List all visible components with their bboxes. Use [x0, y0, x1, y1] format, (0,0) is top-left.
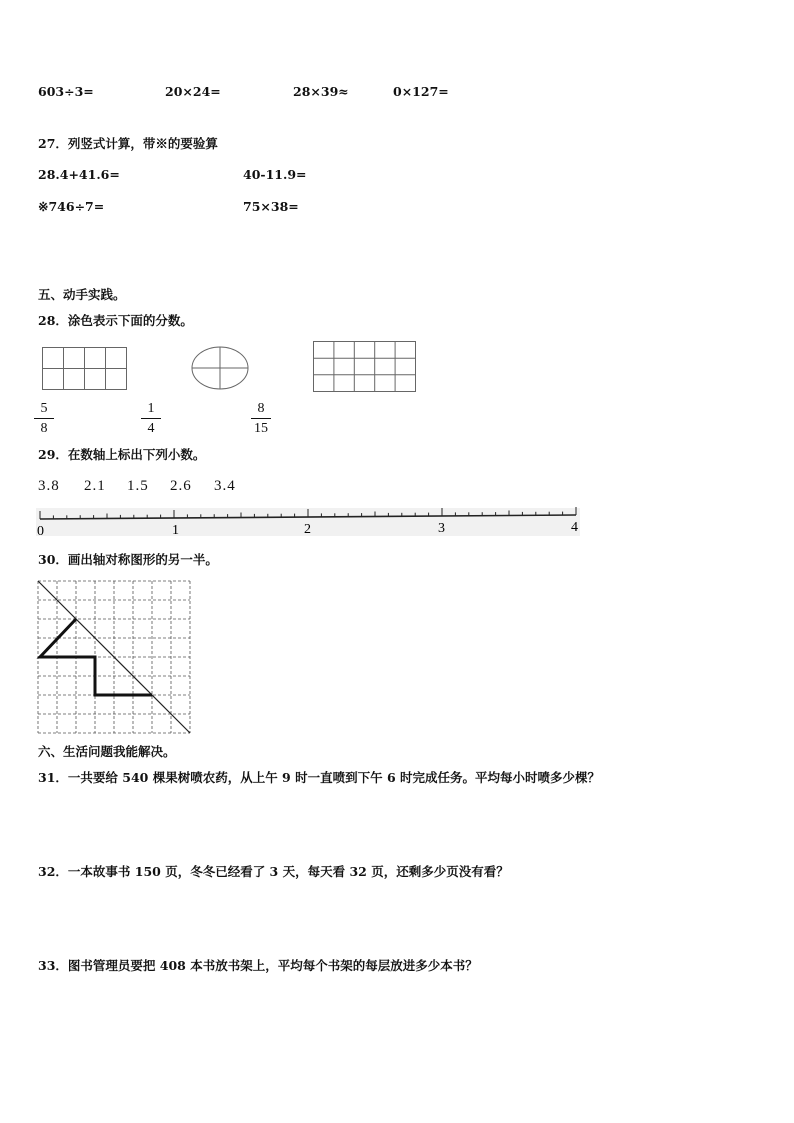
rectangle-grid-8 — [42, 347, 128, 391]
question-29-title: 29．在数轴上标出下列小数。 — [38, 447, 206, 462]
calc-20-times-24: 20×24= — [165, 84, 221, 99]
denominator: 4 — [147, 421, 155, 436]
question-33: 33．图书管理员要把 408 本书放书架上，平均每个书架的每层放进多少本书？ — [38, 958, 478, 973]
axis-label-4: 4 — [571, 520, 578, 535]
denominator: 15 — [254, 421, 268, 436]
vertical-calc-3: ※746÷7= — [38, 199, 105, 214]
fraction-bar — [251, 418, 271, 419]
fraction-5-8 — [34, 400, 54, 437]
fraction-1-4 — [141, 400, 161, 437]
numerator: 8 — [257, 401, 265, 416]
decimal-3-8: 3.8 — [38, 478, 60, 494]
section-6-heading: 六、生活问题我能解决。 — [38, 744, 176, 759]
vertical-calc-4: 75×38= — [243, 199, 299, 214]
axis-label-1: 1 — [172, 523, 179, 538]
axis-label-2: 2 — [304, 522, 311, 537]
numerator: 1 — [147, 401, 155, 416]
symmetry-grid — [38, 581, 192, 735]
ellipse-quarters — [191, 346, 249, 390]
fraction-8-15 — [251, 400, 271, 437]
decimal-1-5: 1.5 — [127, 478, 149, 494]
calc-28-times-39: 28×39≈ — [293, 84, 349, 99]
number-line — [36, 506, 582, 538]
decimal-2-6: 2.6 — [170, 478, 192, 494]
decimal-2-1: 2.1 — [84, 478, 106, 494]
numerator: 5 — [40, 401, 48, 416]
axis-label-3: 3 — [438, 521, 445, 536]
question-32: 32．一本故事书 150 页，冬冬已经看了 3 天，每天看 32 页，还剩多少页没有看？ — [38, 864, 509, 879]
decimal-3-4: 3.4 — [214, 478, 236, 494]
axis-label-0: 0 — [37, 524, 44, 539]
section-5-heading: 五、动手实践。 — [38, 287, 126, 302]
calc-603-div-3: 603÷3= — [38, 84, 94, 99]
fraction-bar — [34, 418, 54, 419]
denominator: 8 — [40, 421, 48, 436]
question-30-title: 30．画出轴对称图形的另一半。 — [38, 552, 218, 567]
question-28-title: 28．涂色表示下面的分数。 — [38, 313, 193, 328]
fraction-bar — [141, 418, 161, 419]
vertical-calc-2: 40-11.9= — [243, 167, 307, 182]
question-31: 31．一共要给 540 棵果树喷农药，从上午 9 时一直喷到下午 6 时完成任务。平均每小时喷多少棵？ — [38, 770, 600, 785]
question-27-title: 27．列竖式计算，带※的要验算 — [38, 136, 218, 151]
rectangle-grid-15 — [313, 341, 417, 393]
calc-0-times-127: 0×127= — [393, 84, 449, 99]
vertical-calc-1: 28.4+41.6= — [38, 167, 120, 182]
